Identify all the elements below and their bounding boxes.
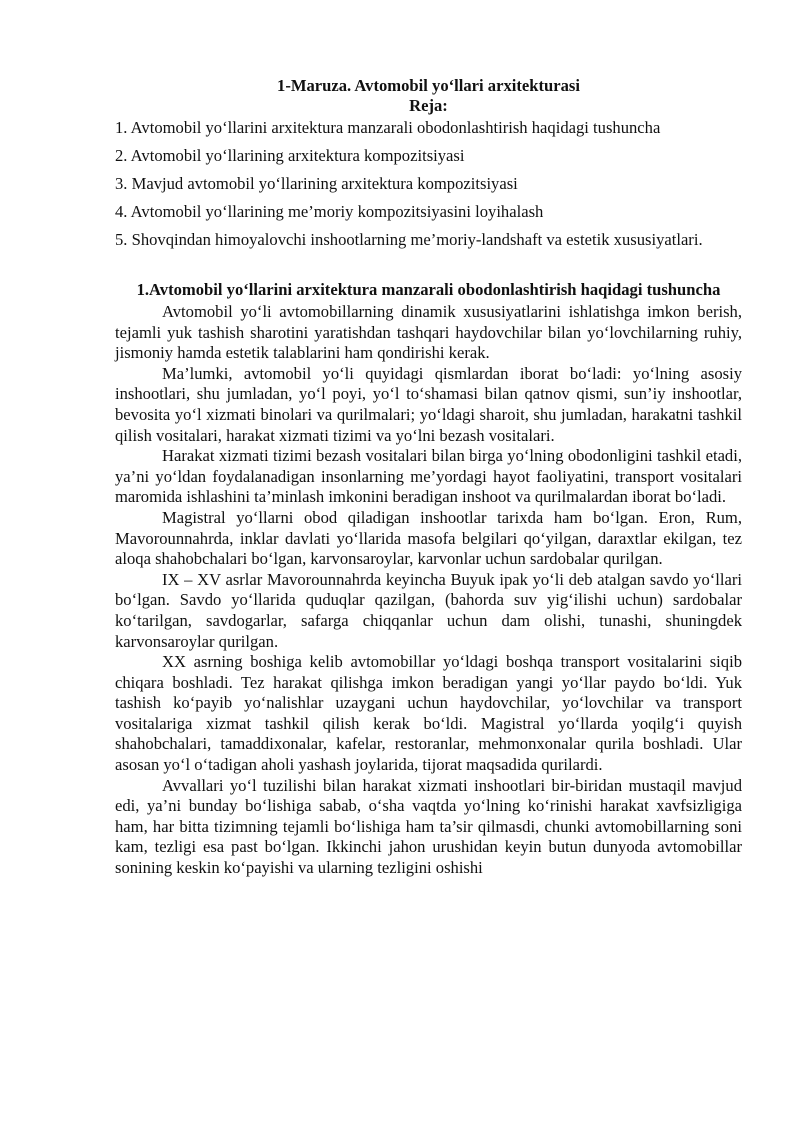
plan-item: 1. Avtomobil yo‘llarini arxitektura manzarali obodonlashtirish haqidagi tushuncha — [115, 118, 661, 137]
plan-item: 5. Shovqindan himoyalovchi inshootlarning me’moriy-landshaft va estetik xususiyatlari. — [115, 230, 703, 249]
paragraph: IX – XV asrlar Mavorounnahrda keyincha Buyuk ipak yo‘li deb atalgan savdo yo‘llari bo‘lgan. Savdo yo‘llarida quduqlar qazilgan, (bahorda suv yig‘ilishi uchun) sardobalar ko‘tarilgan, savdogarlar, safarga chiqqanlar uchun dam olishi, tunashi, shuningdek karvonsaroylar qurilgan. — [115, 569, 742, 651]
plan-heading: Reja: — [409, 96, 448, 115]
document-page — [115, 76, 742, 879]
paragraph: Avtomobil yo‘li avtomobillarning dinamik xususiyatlarini ishlatishga imkon berish, tejamli yuk tashish sharotini yaratishdan tashqari haydovchilar bilan yo‘lovchilarning ruhiy, jismoniy hamda estetik talablarini ham qondirishi kerak. — [115, 302, 742, 363]
plan-item: 2. Avtomobil yo‘llarining arxitektura kompozitsiyasi — [115, 146, 465, 165]
paragraph: Harakat xizmati tizimi bezash vositalari bilan birga yo‘lning obodonligini tashkil etadi, ya’ni yo‘ldan foydalanadigan insonlarning me’yordagi hayot faoliyatini, transport vositalari maromida ishlashini ta’minlash imkonini beradigan inshoot va qurilmalardan iborat bo‘ladi. — [115, 446, 742, 507]
paragraph: Magistral yo‘llarni obod qiladigan inshootlar tarixda ham bo‘lgan. Eron, Rum, Mavorounnahrda, inklar davlati yo‘llarida masofa belgilari qo‘yilgan, daraxtlar ekilgan, tez aloqa shahobchalari bo‘lgan, karvonsaroylar, karvonlar uchun sardobalar qurilgan. — [115, 507, 742, 569]
plan-list — [115, 118, 742, 250]
plan-item: 3. Mavjud avtomobil yo‘llarining arxitektura kompozitsiyasi — [115, 174, 518, 193]
paragraph: Avvallari yo‘l tuzilishi bilan harakat xizmati inshootlari bir-biridan mustaqil mavjud edi, ya’ni bunday bo‘lishiga sabab, o‘sha vaqtda yo‘lning ko‘rinishi harakat xavfsizligiga ham, har bitta tizimning tejamli bo‘lishiga ham ta’sir qilmasdi, chunki avtomobillarning soni kam, tezligi esa past bo‘lgan. Ikkinchi jahon urushidan keyin butun dunyoda avtomobillar sonining keskin ko‘payishi va ularning tezligini oshishi — [115, 775, 742, 878]
body-text — [115, 302, 742, 879]
plan-item: 4. Avtomobil yo‘llarining me’moriy kompozitsiyasini loyihalash — [115, 202, 544, 221]
paragraph: Ma’lumki, avtomobil yo‘li quyidagi qismlardan iborat bo‘ladi: yo‘lning asosiy inshootlari, shu jumladan, yo‘l poyi, yo‘l to‘shamasi bilan qatnov qismi, sun’iy inshootlar, bevosita yo‘l xizmati binolari va qurilmalari; yo‘ldagi sharoit, shu jumladan, harakatni tashkil qilish vositalari, harakat xizmati tizimi va yo‘lni bezash vositalari. — [115, 363, 742, 445]
document-title: 1-Maruza. Avtomobil yo‘llari arxitekturasi — [277, 76, 580, 95]
section-heading: 1.Avtomobil yo‘llarini arxitektura manzarali obodonlashtirish haqidagi tushuncha — [136, 280, 721, 299]
paragraph: XX asrning boshiga kelib avtomobillar yo‘ldagi boshqa transport vositalarini siqib chiqara boshladi. Tez harakat qilishga imkon beradigan yangi yo‘llar paydo bo‘ldi. Yuk tashish ko‘payib yo‘nalishlar uzaygani uchun haydovchilar, yo‘lovchilar va transport vositalariga xizmat tashkil qilish kerak bo‘ldi. Magistral yo‘llarda yoqilg‘i quyish shahobchalari, tamaddixonalar, kafelar, restoranlar, mehmonxonalar qurila boshladi. Ular asosan yo‘l o‘tadigan aholi yashash joylarida, tijorat maqsadida qurilardi. — [115, 652, 742, 775]
